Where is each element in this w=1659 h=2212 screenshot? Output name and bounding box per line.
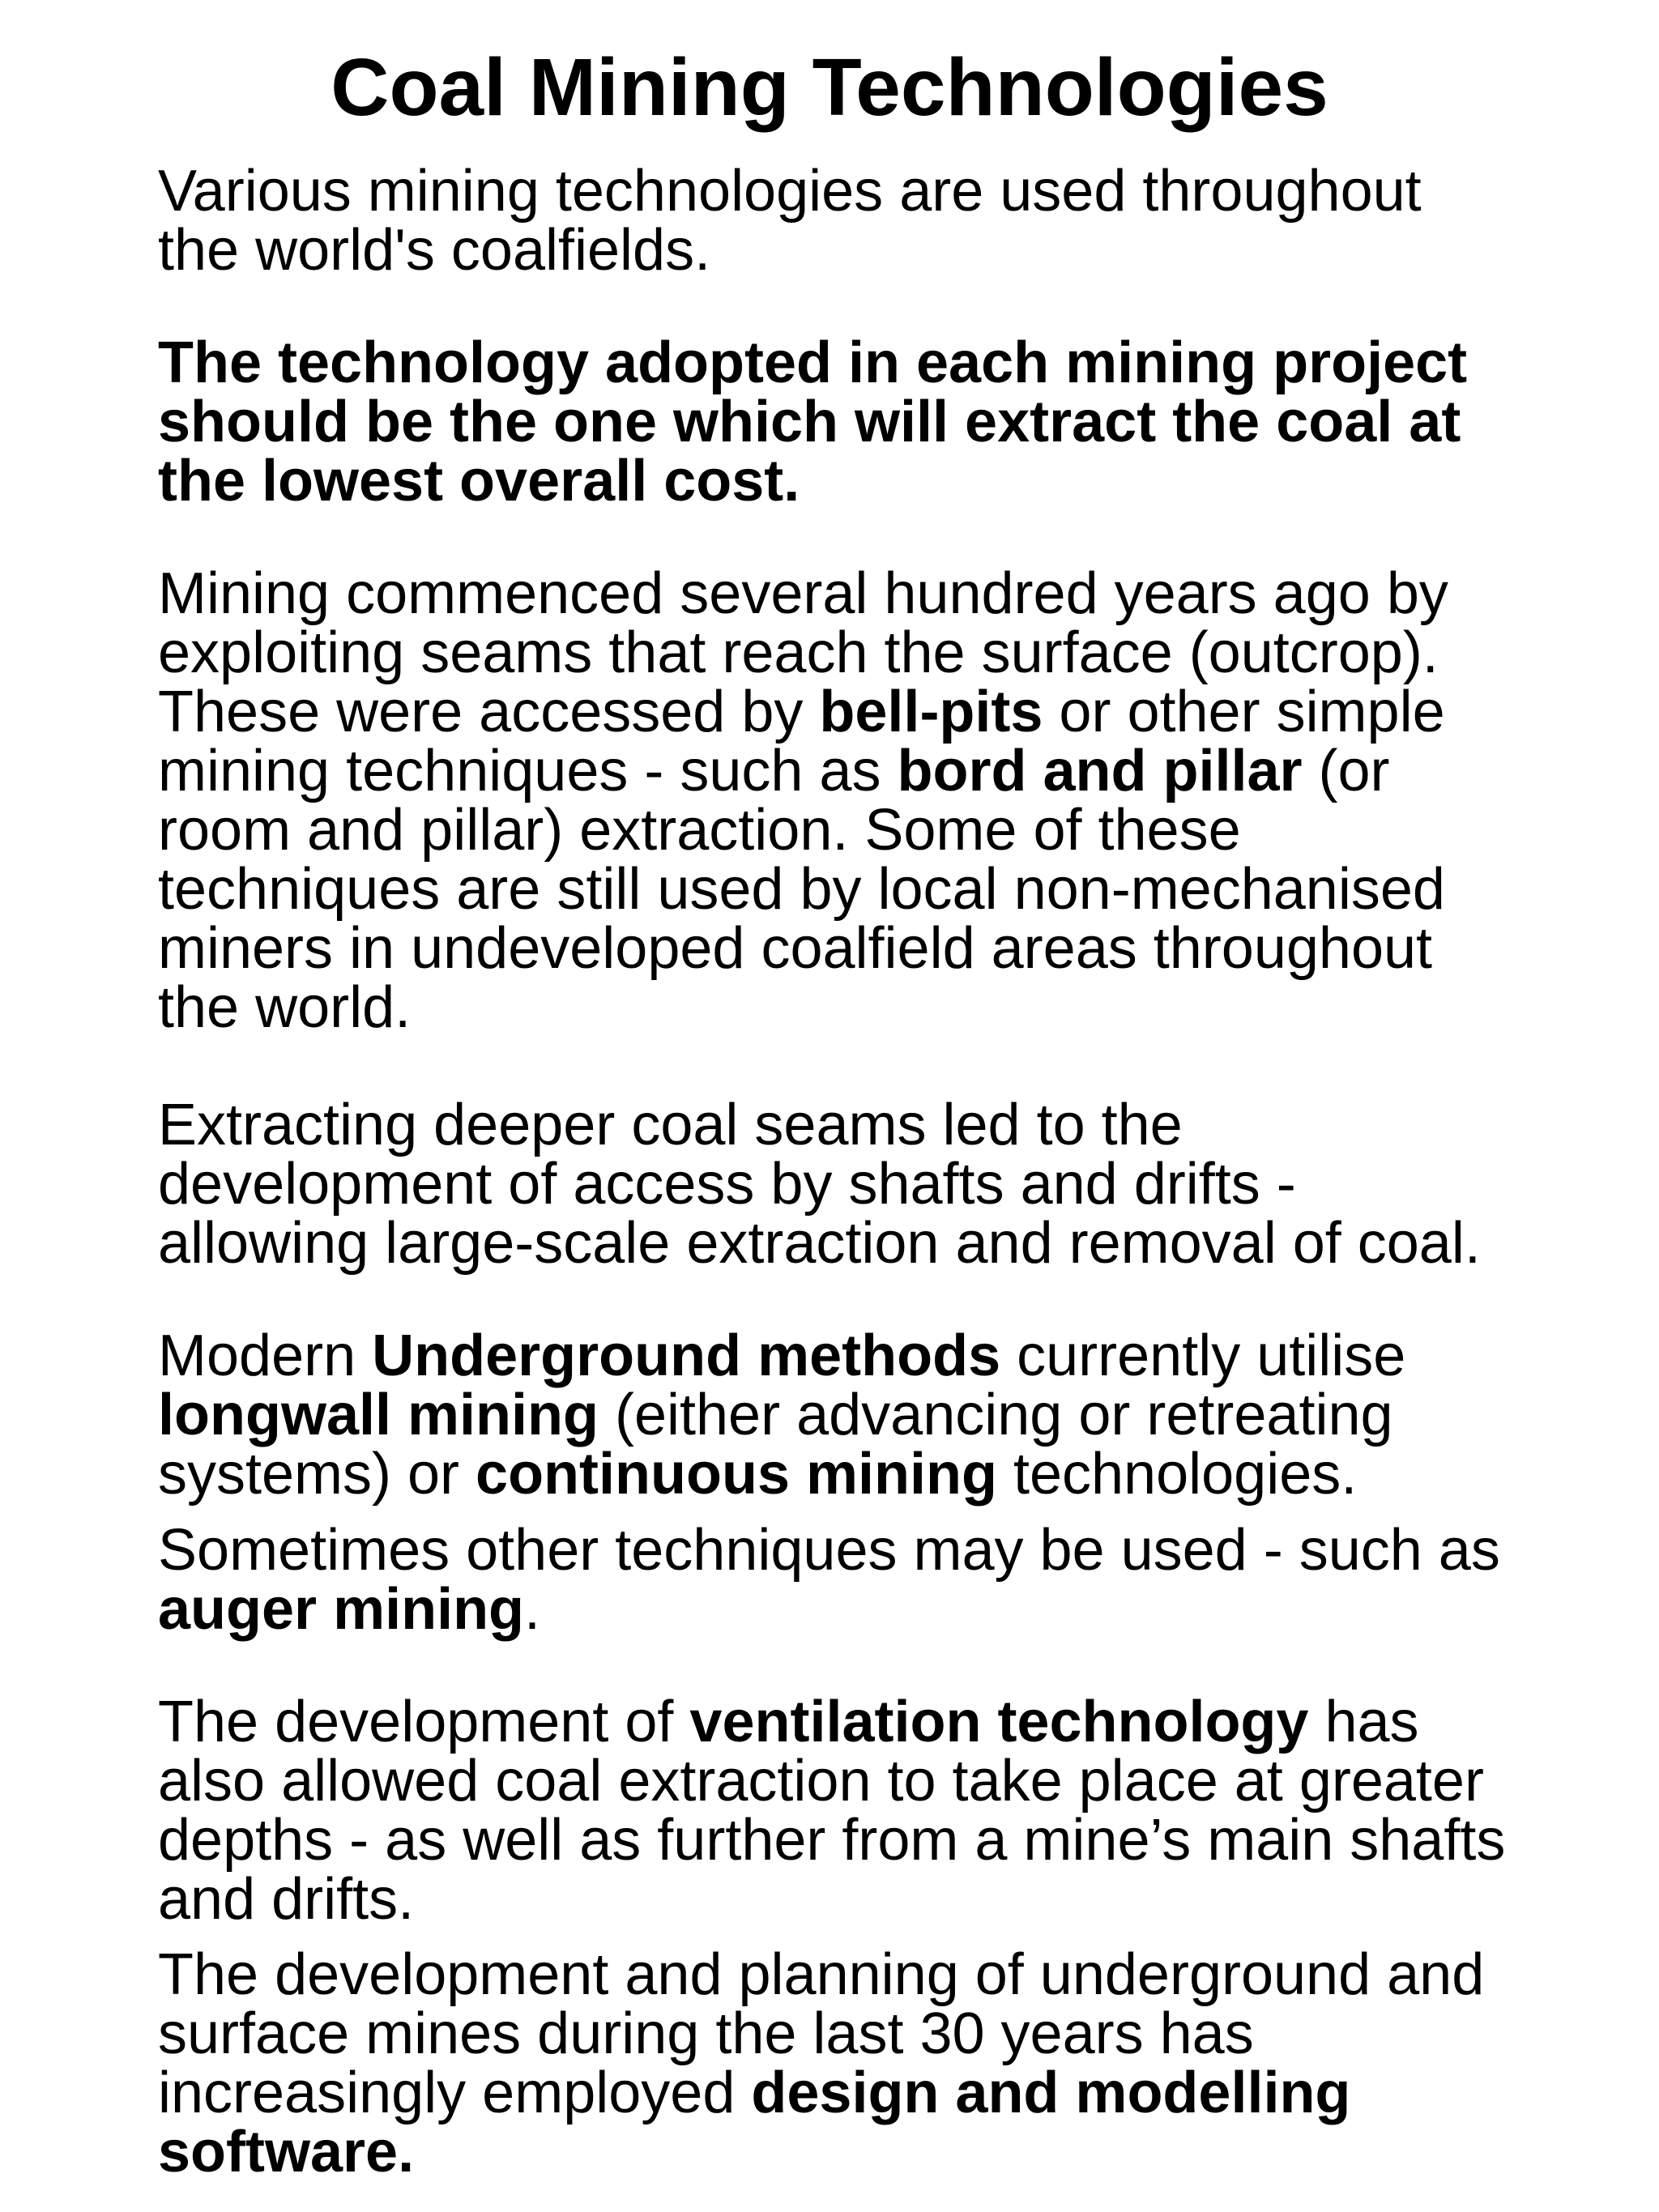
text-run: allowing large-scale extraction and removal of coal. bbox=[158, 1211, 1481, 1276]
text-run: miners in undeveloped coalfield areas throughout bbox=[158, 916, 1433, 981]
text-line bbox=[158, 1152, 1632, 1217]
text-run: Sometimes other techniques may be used - such as bbox=[158, 1518, 1500, 1583]
paragraph-history bbox=[158, 561, 1632, 1040]
text-run: techniques are still used by local non-mechanised bbox=[158, 857, 1445, 922]
bold-text: ventilation technology bbox=[689, 1690, 1309, 1754]
text-line bbox=[158, 1942, 1632, 2007]
paragraph-intro bbox=[158, 159, 1632, 283]
text-line bbox=[158, 330, 1632, 395]
text-run: surface mines during the last 30 years has bbox=[158, 2001, 1254, 2066]
paragraph-deeper-seams bbox=[158, 1093, 1632, 1276]
bold-text: auger mining bbox=[158, 1577, 525, 1642]
bold-text: bord and pillar bbox=[897, 739, 1303, 803]
bold-text: design and modelling bbox=[751, 2061, 1351, 2125]
text-run: the world's coalfields. bbox=[158, 218, 711, 283]
text-run: exploiting seams that reach the surface (outcrop). bbox=[158, 620, 1439, 685]
text-run: room and pillar) extraction. Some of these bbox=[158, 798, 1241, 863]
paragraph-other-techniques bbox=[158, 1518, 1632, 1642]
text-line bbox=[158, 2061, 1632, 2125]
text-run: (or bbox=[1302, 739, 1390, 803]
text-line bbox=[158, 218, 1632, 283]
text-run: systems) or bbox=[158, 1442, 476, 1507]
text-run: technologies. bbox=[996, 1442, 1358, 1507]
text-run: These were accessed by bbox=[158, 680, 820, 744]
bold-text: The technology adopted in each mining project bbox=[158, 330, 1468, 395]
text-line bbox=[158, 2001, 1632, 2066]
text-run: increasingly employed bbox=[158, 2061, 752, 2125]
text-run: (either advancing or retreating bbox=[598, 1383, 1393, 1447]
text-line bbox=[158, 1323, 1632, 1388]
text-run: and drifts. bbox=[158, 1867, 415, 1932]
paragraph-ventilation bbox=[158, 1690, 1632, 1932]
text-run: mining techniques - such as bbox=[158, 739, 898, 803]
text-line bbox=[158, 620, 1632, 685]
text-line bbox=[158, 798, 1632, 863]
text-run: also allowed coal extraction to take place at greater bbox=[158, 1749, 1484, 1813]
text-line bbox=[158, 680, 1632, 744]
text-run: The development of bbox=[158, 1690, 690, 1754]
text-line bbox=[158, 1749, 1632, 1813]
bold-text: longwall mining bbox=[158, 1383, 599, 1447]
text-line bbox=[158, 857, 1632, 922]
paragraph-underground-methods bbox=[158, 1323, 1632, 1507]
text-run: or other simple bbox=[1043, 680, 1445, 744]
bold-text: should be the one which will extract the coal at bbox=[158, 390, 1461, 454]
text-line bbox=[158, 1690, 1632, 1754]
text-line bbox=[158, 2120, 1632, 2184]
text-line bbox=[158, 159, 1632, 224]
bold-text: Underground methods bbox=[372, 1323, 1001, 1388]
bold-text: the lowest overall cost. bbox=[158, 449, 800, 514]
text-line bbox=[158, 1518, 1632, 1583]
text-line bbox=[158, 449, 1632, 514]
text-run: depths - as well as further from a mine’s main shafts bbox=[158, 1808, 1506, 1873]
text-run: development of access by shafts and drifts - bbox=[158, 1152, 1296, 1217]
text-run: Extracting deeper coal seams led to the bbox=[158, 1093, 1183, 1157]
text-line bbox=[158, 1808, 1632, 1873]
text-run: Mining commenced several hundred years ago by bbox=[158, 561, 1448, 626]
text-line bbox=[158, 1093, 1632, 1157]
text-run: . bbox=[524, 1577, 541, 1642]
text-line bbox=[158, 1867, 1632, 1932]
text-run: Various mining technologies are used throughout bbox=[158, 159, 1422, 224]
text-line bbox=[158, 1383, 1632, 1447]
text-line bbox=[158, 975, 1632, 1040]
text-run: has bbox=[1308, 1690, 1419, 1754]
page-title: Coal Mining Technologies bbox=[331, 42, 1328, 133]
text-run: the world. bbox=[158, 975, 412, 1040]
text-line bbox=[158, 1442, 1632, 1507]
text-line bbox=[158, 561, 1632, 626]
text-line bbox=[158, 739, 1632, 803]
paragraph-software bbox=[158, 1942, 1632, 2184]
text-line bbox=[158, 1577, 1632, 1642]
text-run: Modern bbox=[158, 1323, 373, 1388]
text-line bbox=[158, 390, 1632, 454]
text-run: The development and planning of underground and bbox=[158, 1942, 1485, 2007]
bold-text: bell-pits bbox=[819, 680, 1043, 744]
text-line bbox=[158, 916, 1632, 981]
bold-text: continuous mining bbox=[476, 1442, 997, 1507]
bold-text: software. bbox=[158, 2120, 415, 2184]
text-run: currently utilise bbox=[1000, 1323, 1406, 1388]
text-line bbox=[158, 1211, 1632, 1276]
paragraph-technology-choice bbox=[158, 330, 1632, 514]
